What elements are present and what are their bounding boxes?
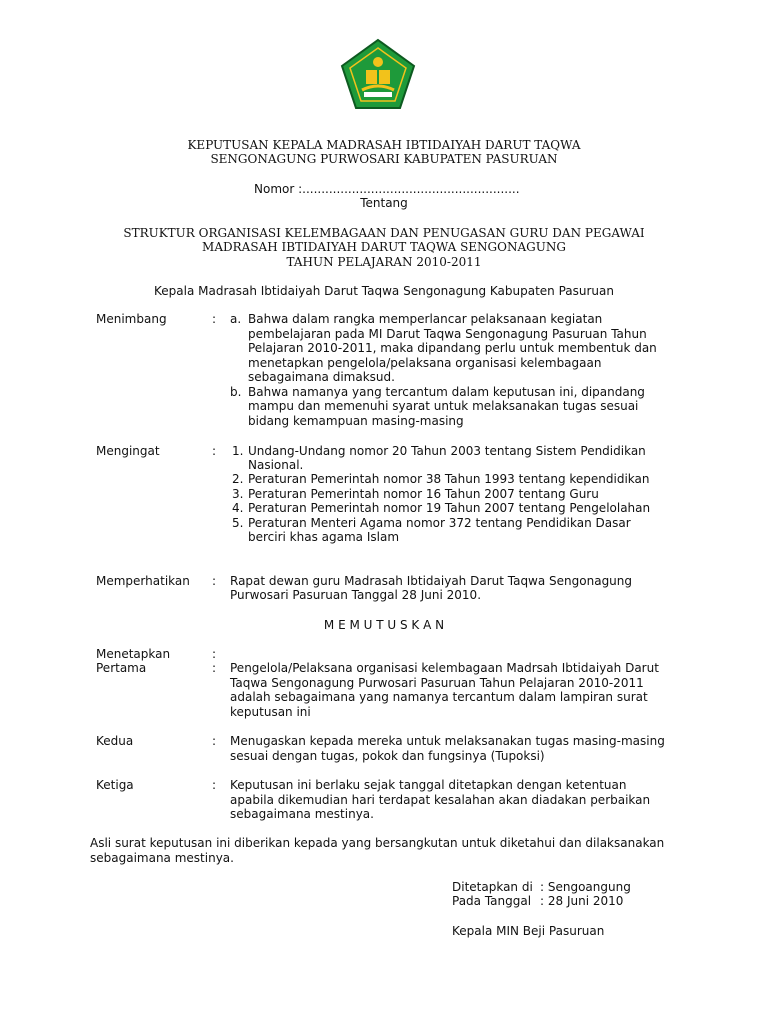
mengingat-item-text: Peraturan Pemerintah nomor 19 Tahun 2007 tentang Pengelolahan [248, 501, 651, 515]
ketiga-colon: : [212, 778, 217, 792]
kedua-label: Kedua [96, 734, 134, 748]
memperhatikan-label: Memperhatikan [96, 574, 190, 588]
memperhatikan-line: Purwosari Pasuruan Tanggal 28 Juni 2010. [230, 588, 482, 602]
mengingat-item-text: Peraturan Menteri Agama nomor 372 tentang Pendidikan Dasar [248, 516, 631, 530]
mengingat-item-number: 4. [232, 501, 244, 515]
mengingat-item-text: Peraturan Pemerintah nomor 38 Tahun 1993 tentang kependidikan [248, 472, 650, 486]
ditetapkan-value: : Sengoangung [540, 880, 631, 894]
menimbang-a-line: sebagaimana dimaksud. [248, 370, 395, 384]
ketiga-line: sebagaimana mestinya. [230, 807, 374, 821]
mengingat-item-number: 5. [232, 516, 244, 530]
subject-line3: TAHUN PELAJARAN 2010-2011 [286, 255, 482, 269]
memperhatikan-colon: : [212, 574, 217, 588]
menimbang-a-line: menetapkan pengelola/pelaksana organisasi kelembagaan [248, 356, 602, 370]
pertama-line: keputusan ini [230, 705, 311, 719]
mengingat-label: Mengingat [96, 444, 160, 458]
menimbang-a-marker: a. [230, 312, 242, 326]
ketiga-label: Ketiga [96, 778, 134, 792]
menimbang-b-marker: b. [230, 385, 242, 399]
menetapkan-label: Menetapkan [96, 647, 171, 661]
mengingat-colon: : [212, 444, 217, 458]
kedua-colon: : [212, 734, 217, 748]
mengingat-item-number: 3. [232, 487, 244, 501]
kedua-line: Menugaskan kepada mereka untuk melaksanakan tugas masing-masing [230, 734, 665, 748]
menimbang-a-line: pembelajaran pada MI Darut Taqwa Sengonagung Pasuruan Tahun [248, 327, 647, 341]
kedua-line: sesuai dengan tugas, pokok dan fungsinya (Tupoksi) [230, 749, 545, 763]
closing-line: Asli surat keputusan ini diberikan kepada yang bersangkutan untuk diketahui dan dilaksanakan [90, 836, 665, 850]
ketiga-line: apabila dikemudian hari terdapat kesalahan akan diadakan perbaikan [230, 793, 651, 807]
subject-line2: MADRASAH IBTIDAIYAH DARUT TAQWA SENGONAGUNG [202, 240, 566, 254]
mengingat-item-number: 2. [232, 472, 244, 486]
menimbang-a-line: Bahwa dalam rangka memperlancar pelaksanaan kegiatan [248, 312, 603, 326]
subject-line1: STRUKTUR ORGANISASI KELEMBAGAAN DAN PENUGASAN GURU DAN PEGAWAI [123, 226, 645, 240]
decree-title-line2: SENGONAGUNG PURWOSARI KABUPATEN PASURUAN [210, 152, 558, 166]
signatory-title: Kepala MIN Beji Pasuruan [452, 924, 605, 938]
decree-title-line1: KEPUTUSAN KEPALA MADRASAH IBTIDAIYAH DARUT TAQWA [187, 138, 581, 152]
memutuskan-heading: M E M U T U S K A N [323, 618, 445, 632]
mengingat-item-number: 1. [232, 444, 244, 458]
menimbang-label: Menimbang [96, 312, 167, 326]
menimbang-b-line: Bahwa namanya yang tercantum dalam keputusan ini, dipandang [248, 385, 645, 399]
ketiga-line: Keputusan ini berlaku sejak tanggal ditetapkan dengan ketentuan [230, 778, 627, 792]
issuer-line: Kepala Madrasah Ibtidaiyah Darut Taqwa Sengonagung Kabupaten Pasuruan [154, 284, 614, 298]
menimbang-colon: : [212, 312, 217, 326]
pertama-line: Taqwa Sengonagung Purwosari Pasuruan Tahun Pelajaran 2010-2011 [230, 676, 644, 690]
tanggal-value: : 28 Juni 2010 [540, 894, 624, 908]
ditetapkan-label: Ditetapkan di [452, 880, 533, 894]
menetapkan-colon: : [212, 647, 217, 661]
menimbang-a-line: Pelajaran 2010-2011, maka dipandang perlu untuk membentuk dan [248, 341, 657, 355]
pertama-line: Pengelola/Pelaksana organisasi kelembagaan Madrsah Ibtidaiyah Darut [230, 661, 659, 675]
pertama-colon: : [212, 661, 217, 675]
closing-line: sebagaimana mestinya. [90, 851, 234, 865]
tanggal-label: Pada Tanggal [452, 894, 532, 908]
decree-number: Nomor :......................................................... [254, 182, 520, 196]
pertama-label: Pertama [96, 661, 147, 675]
mengingat-item-text: Nasional. [248, 458, 304, 472]
ministry-logo [340, 38, 416, 110]
pertama-line: adalah sebagaimana yang namanya tercantum dalam lampiran surat [230, 690, 648, 704]
mengingat-item-text: Undang-Undang nomor 20 Tahun 2003 tentang Sistem Pendidikan [248, 444, 646, 458]
menimbang-b-line: mampu dan memenuhi syarat untuk melaksanakan tugas sesuai [248, 399, 639, 413]
mengingat-item-text: Peraturan Pemerintah nomor 16 Tahun 2007 tentang Guru [248, 487, 599, 501]
tentang-label: Tentang [360, 196, 408, 210]
menimbang-b-line: bidang kemampuan masing-masing [248, 414, 464, 428]
memperhatikan-line: Rapat dewan guru Madrasah Ibtidaiyah Darut Taqwa Sengonagung [230, 574, 633, 588]
mengingat-item-text: berciri khas agama Islam [248, 530, 400, 544]
